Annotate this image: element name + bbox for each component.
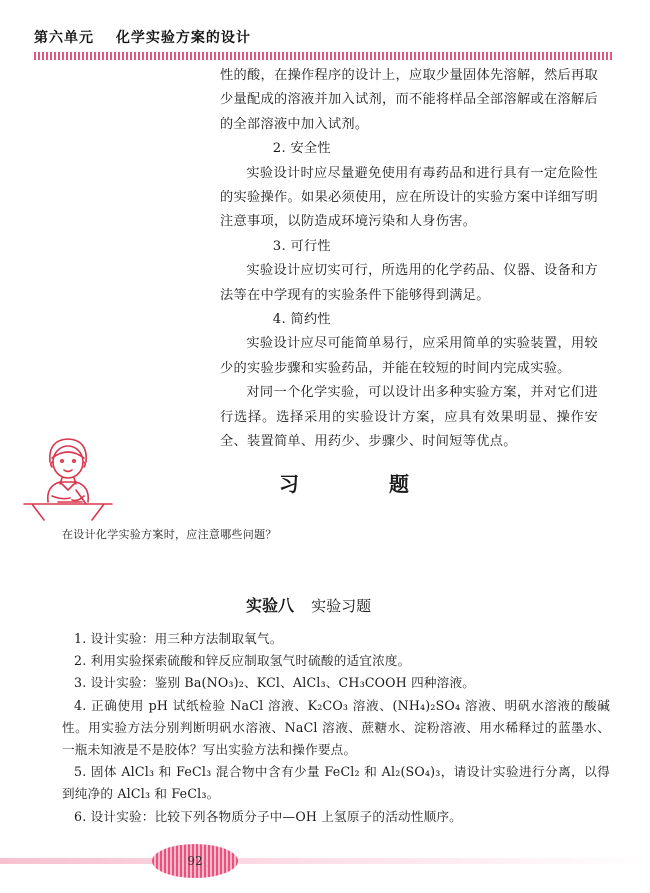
unit-label: 第六单元 xyxy=(34,30,94,46)
exercise-title-char-1: 习 xyxy=(279,472,299,496)
main-text xyxy=(220,64,598,455)
paragraph-continued: 性的酸，在操作程序的设计上，应取少量固体先溶解，然后再取少量配成的溶液并加入试剂，而不能将样品全部溶解或在溶解后的全部溶液中加入试剂。 xyxy=(220,68,598,132)
lab-item: 6. 设计实验：比较下列各物质分子中—OH 上氢原子的活动性顺序。 xyxy=(74,808,462,824)
footer-band xyxy=(0,858,650,864)
lab-item: 3. 设计实验：鉴别 Ba(NO₃)₂、KCl、AlCl₃、CH₃COOH 四种溶液。 xyxy=(74,675,476,691)
exercise-question: 在设计化学实验方案时，应注意哪些问题？ xyxy=(62,528,277,541)
lab-name: 实验习题 xyxy=(311,597,372,615)
paragraph-choose-scheme: 对同一个化学实验，可以设计出多种实验方案，并对它们进行选择。选择采用的实验设计方案，应具有效果明显、操作安全、装置简单、用药少、步骤少、时间短等优点。 xyxy=(220,385,598,450)
heading-safety: 2. 安全性 xyxy=(272,141,331,157)
student-writing-icon xyxy=(18,432,118,522)
heading-simplicity: 4. 简约性 xyxy=(272,312,331,328)
heading-feasibility: 3. 可行性 xyxy=(272,238,331,254)
exercise-title-char-2: 题 xyxy=(389,472,409,496)
header-divider xyxy=(34,52,614,60)
lab-item: 4. 正确使用 pH 试纸检验 NaCl 溶液、K₂CO₃ 溶液、(NH₄)₂SO₄ 溶液、明矾水溶液的酸碱性。用实验方法分别判断明矾水溶液、NaCl 溶液、蔗糖水、淀粉溶液、用水稀释过的蓝墨水、一瓶未知液是不是胶体？写出实验方法和操作要点。 xyxy=(62,697,610,758)
exercise-title xyxy=(279,468,409,497)
lab-item-list xyxy=(62,628,610,828)
running-header xyxy=(34,27,251,47)
lab-heading xyxy=(246,593,371,616)
paragraph-feasibility: 实验设计应切实可行，所选用的化学药品、仪器、设备和方法等在中学现有的实验条件下能够得到满足。 xyxy=(220,263,598,303)
lab-item: 1. 设计实验：用三种方法制取氧气。 xyxy=(74,631,283,646)
unit-title: 化学实验方案的设计 xyxy=(115,30,251,46)
lab-item: 2. 利用实验探索硫酸和锌反应制取氢气时硫酸的适宜浓度。 xyxy=(74,653,411,669)
paragraph-safety: 实验设计时应尽量避免使用有毒药品和进行具有一定危险性的实验操作。如果必须使用，应在所设计的实验方案中详细写明注意事项，以防造成环境污染和人身伤害。 xyxy=(220,165,598,230)
page-number: 92 xyxy=(187,854,203,868)
lab-item: 5. 固体 AlCl₃ 和 FeCl₃ 混合物中含有少量 FeCl₂ 和 Al₂(SO₄)₃，请设计实验进行分离，以得到纯净的 AlCl₃ 和 FeCl₃。 xyxy=(62,764,610,802)
lab-number: 实验八 xyxy=(246,596,295,615)
paragraph-simplicity: 实验设计应尽可能简单易行，应采用简单的实验装置，用较少的实验步骤和实验药品，并能在较短的时间内完成实验。 xyxy=(220,336,598,376)
